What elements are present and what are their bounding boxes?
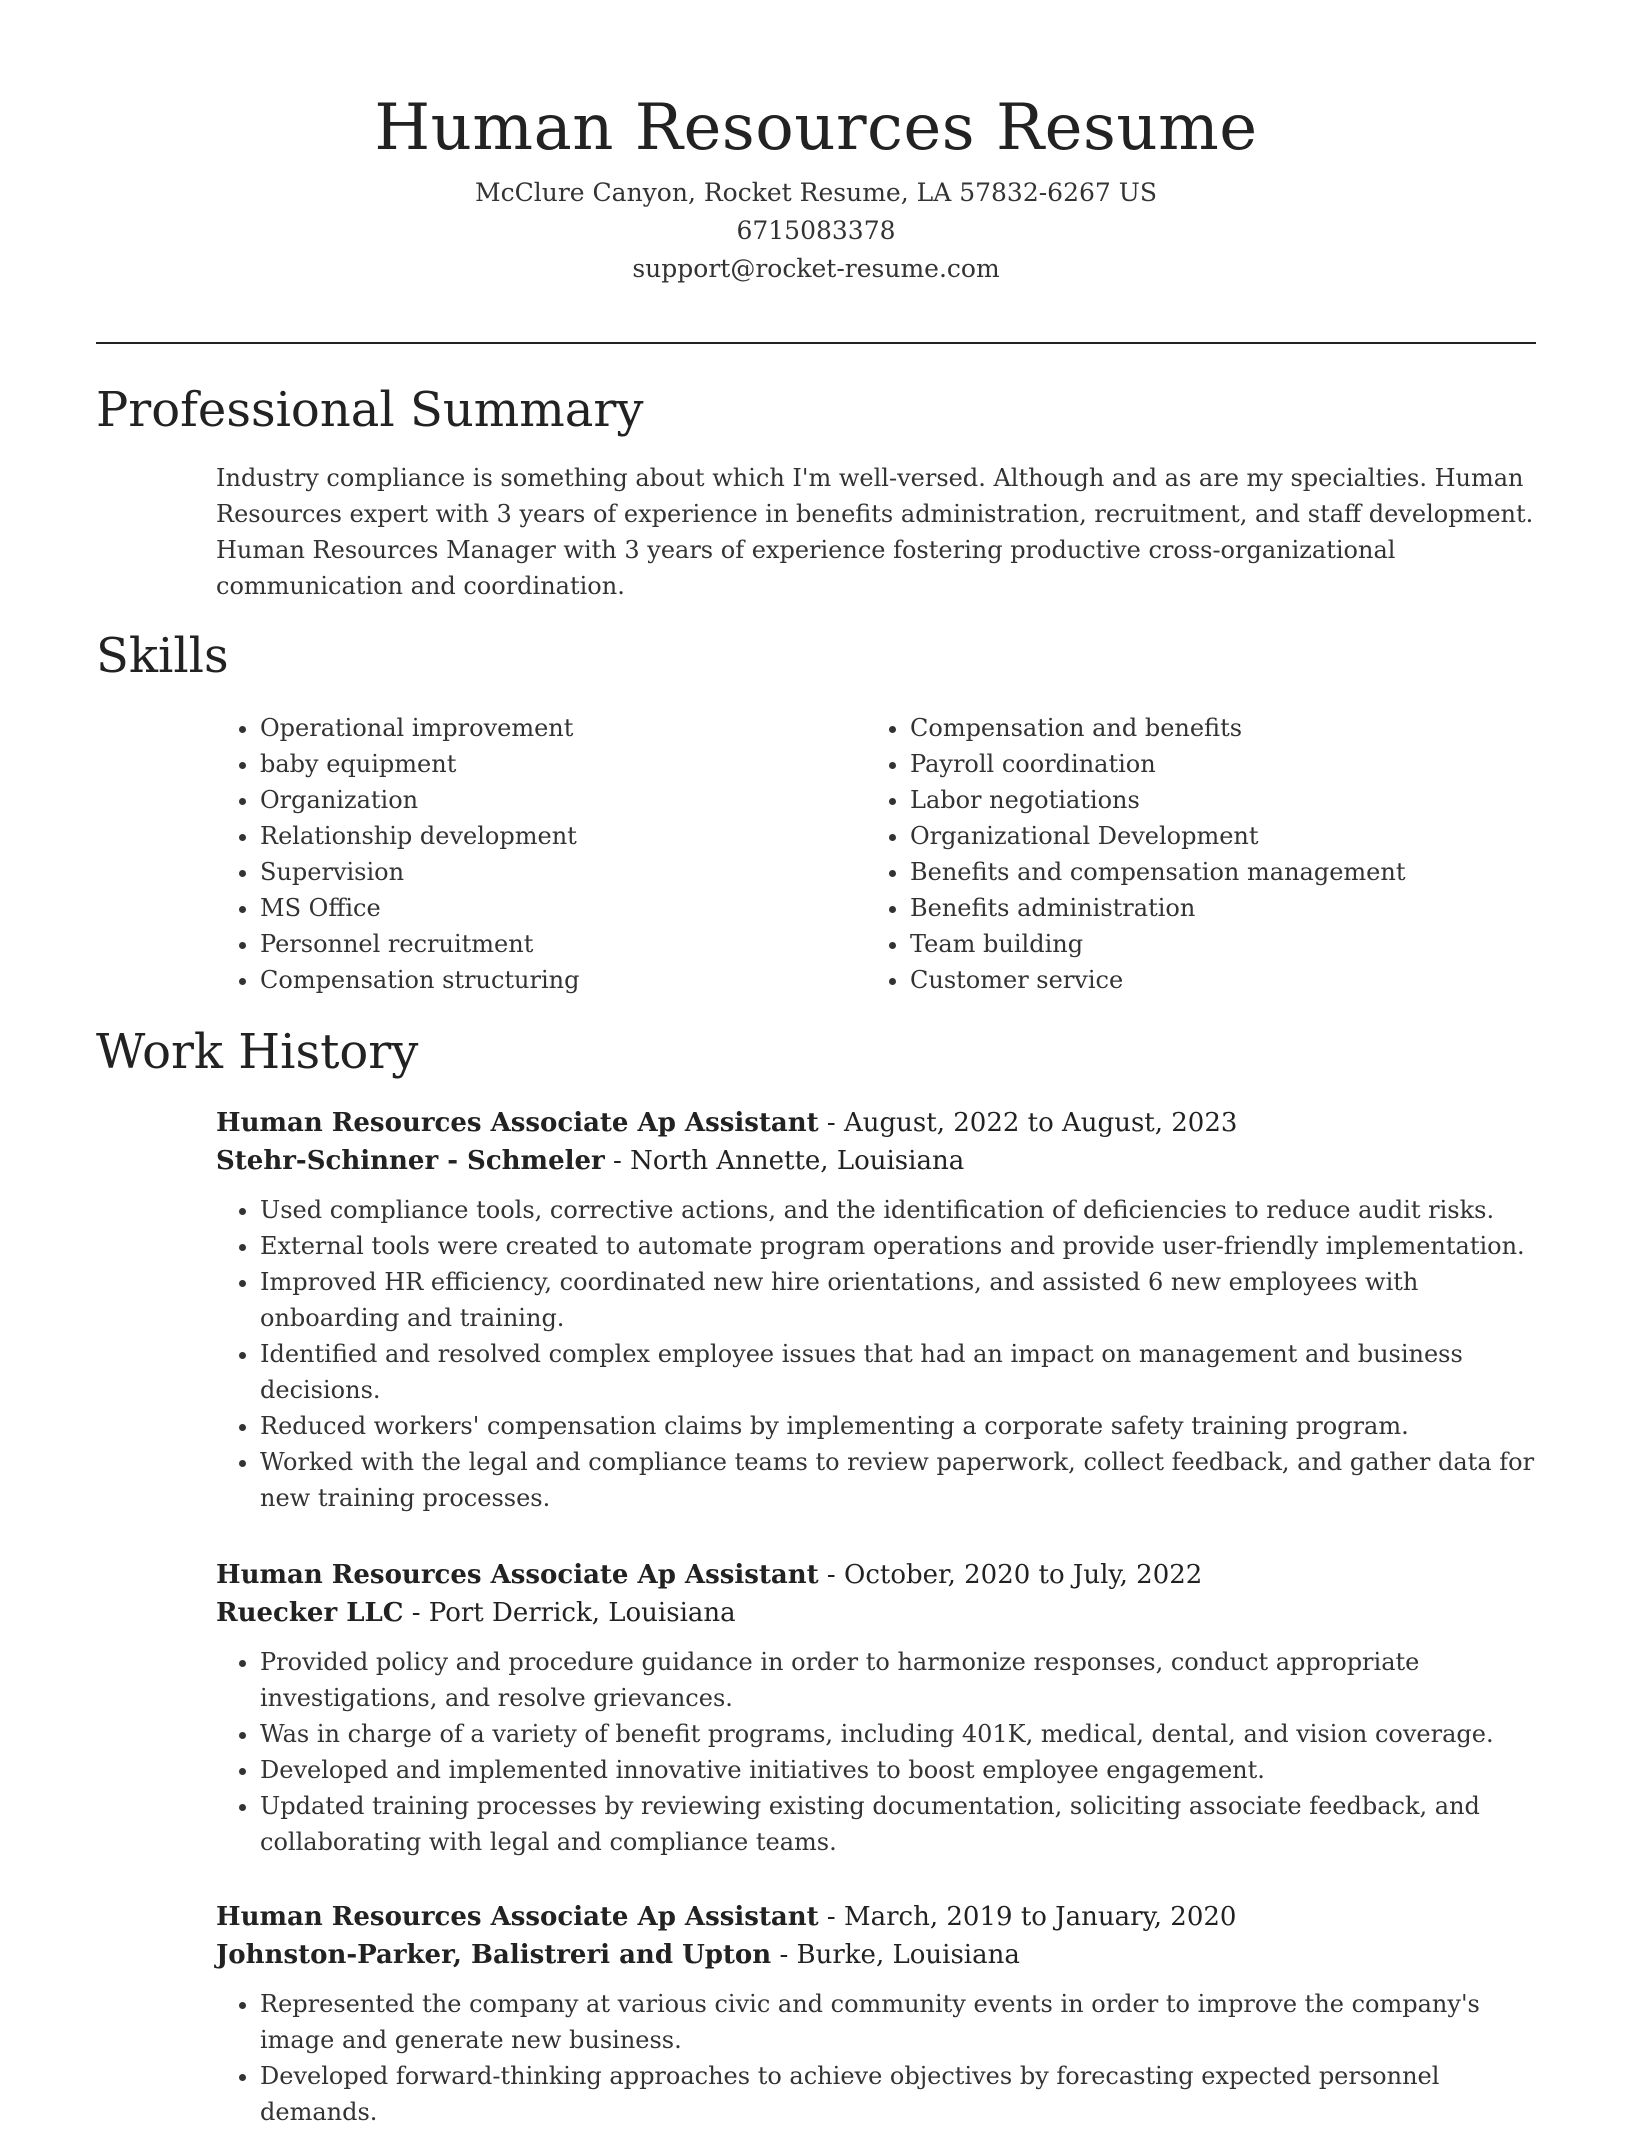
skill-item: • Compensation and benefits xyxy=(910,710,1466,746)
job-bullet: • Developed forward-thinking approaches to achieve objectives by forecasting expected personnel demands. xyxy=(260,2058,1536,2130)
skill-item: • Benefits administration xyxy=(910,890,1466,926)
skill-item: • Team building xyxy=(910,926,1466,962)
job-bullet: • Provided policy and procedure guidance in order to harmonize responses, conduct appropriate investigations, and resolve grievances. xyxy=(260,1644,1536,1716)
job-title-line: Human Resources Associate Ap Assistant - October, 2020 to July, 2022 xyxy=(216,1560,1203,1590)
skill-item: • Relationship development xyxy=(260,818,816,854)
skill-item: • baby equipment xyxy=(260,746,816,782)
skills-list-right xyxy=(866,710,1466,998)
job-location: North Annette, Louisiana xyxy=(630,1146,965,1176)
skills-column-right xyxy=(866,710,1466,998)
job-company: Johnston-Parker, Balistreri and Upton xyxy=(216,1940,772,1970)
job-entry xyxy=(216,1104,1536,1516)
resume-title: Human Resources Resume xyxy=(374,91,1258,165)
job-title-line: Human Resources Associate Ap Assistant - March, 2019 to January, 2020 xyxy=(216,1902,1237,1932)
skill-item: • MS Office xyxy=(260,890,816,926)
job-bullet: • Developed and implemented innovative initiatives to boost employee engagement. xyxy=(260,1752,1536,1788)
contact-phone: 6715083378 xyxy=(736,216,896,245)
skill-item: • Customer service xyxy=(910,962,1466,998)
job-bullet: • Was in charge of a variety of benefit programs, including 401K, medical, dental, and vision coverage. xyxy=(260,1716,1536,1752)
skill-item: • Organizational Development xyxy=(910,818,1466,854)
job-title: Human Resources Associate Ap Assistant xyxy=(216,1560,819,1590)
job-dates: October, 2020 to July, 2022 xyxy=(844,1560,1203,1590)
resume-header xyxy=(0,82,1632,288)
skills-heading: Skills xyxy=(96,628,229,684)
contact-address: McClure Canyon, Rocket Resume, LA 57832-6267 US xyxy=(475,178,1157,207)
skill-item: • Organization xyxy=(260,782,816,818)
skills-column-left xyxy=(216,710,816,998)
header-divider xyxy=(96,342,1536,344)
skills-list-left xyxy=(216,710,816,998)
contact-email: support@rocket-resume.com xyxy=(632,254,1000,283)
job-bullet: • External tools were created to automate program operations and provide user-friendly implementation. xyxy=(260,1228,1536,1264)
job-title-line: Human Resources Associate Ap Assistant - August, 2022 to August, 2023 xyxy=(216,1108,1238,1138)
summary-text: Industry compliance is something about which I'm well-versed. Although and as are my specialties. Human Resources expert with 3 years of experience in benefits administration, recruitment, and staff development. Human Resources Manager with 3 years of experience fostering productive cross-organizational communication and coordination. xyxy=(216,464,1534,600)
job-bullet: • Used compliance tools, corrective actions, and the identification of deficiencies to reduce audit risks. xyxy=(260,1192,1536,1228)
work-history-heading: Work History xyxy=(96,1024,419,1080)
job-company: Stehr-Schinner - Schmeler xyxy=(216,1146,605,1176)
job-company-line: Johnston-Parker, Balistreri and Upton - Burke, Louisiana xyxy=(216,1940,1020,1970)
job-company-line: Stehr-Schinner - Schmeler - North Annette, Louisiana xyxy=(216,1146,965,1176)
skill-item: • Payroll coordination xyxy=(910,746,1466,782)
job-bullets xyxy=(216,1644,1536,1860)
skill-item: • Compensation structuring xyxy=(260,962,816,998)
job-entry xyxy=(216,1898,1536,2130)
job-bullet: • Identified and resolved complex employee issues that had an impact on management and business decisions. xyxy=(260,1336,1536,1408)
job-company-line: Ruecker LLC - Port Derrick, Louisiana xyxy=(216,1598,736,1628)
job-location: Port Derrick, Louisiana xyxy=(428,1598,736,1628)
job-bullet: • Updated training processes by reviewing existing documentation, soliciting associate feedback, and collaborating with legal and compliance teams. xyxy=(260,1788,1536,1860)
job-title: Human Resources Associate Ap Assistant xyxy=(216,1902,819,1932)
job-location: Burke, Louisiana xyxy=(796,1940,1020,1970)
job-bullets xyxy=(216,1986,1536,2130)
skill-item: • Labor negotiations xyxy=(910,782,1466,818)
job-company: Ruecker LLC xyxy=(216,1598,404,1628)
job-bullet: • Improved HR efficiency, coordinated new hire orientations, and assisted 6 new employees with onboarding and training. xyxy=(260,1264,1536,1336)
summary-heading: Professional Summary xyxy=(96,382,644,438)
contact-block xyxy=(0,174,1632,288)
job-dates: August, 2022 to August, 2023 xyxy=(844,1108,1238,1138)
job-bullet: • Reduced workers' compensation claims by implementing a corporate safety training program. xyxy=(260,1408,1536,1444)
skill-item: • Supervision xyxy=(260,854,816,890)
job-title: Human Resources Associate Ap Assistant xyxy=(216,1108,819,1138)
skill-item: • Personnel recruitment xyxy=(260,926,816,962)
skill-item: • Benefits and compensation management xyxy=(910,854,1466,890)
job-bullets xyxy=(216,1192,1536,1516)
job-bullet: • Worked with the legal and compliance teams to review paperwork, collect feedback, and gather data for new training processes. xyxy=(260,1444,1536,1516)
job-entry xyxy=(216,1556,1536,1860)
skill-item: • Operational improvement xyxy=(260,710,816,746)
job-dates: March, 2019 to January, 2020 xyxy=(844,1902,1237,1932)
job-bullet: • Represented the company at various civic and community events in order to improve the company's image and generate new business. xyxy=(260,1986,1536,2058)
